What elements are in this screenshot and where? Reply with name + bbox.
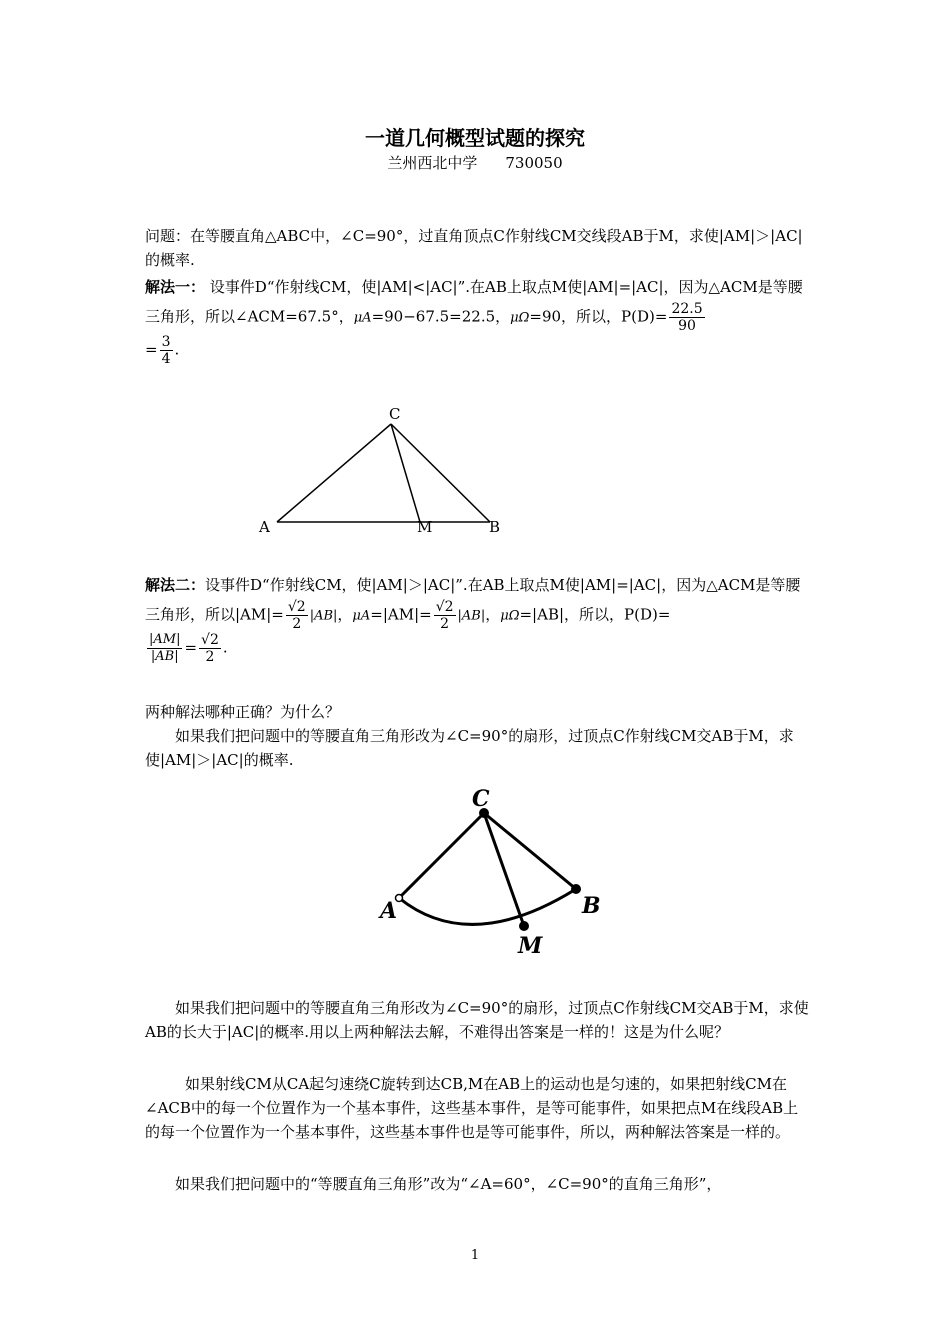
triangle-figure — [250, 400, 520, 545]
method-one-text-a: 设事件D“作射线CM，使|AM|<|AC|”.在AB上取点M使|AM|=|AC|，因为△ACM是等腰三角形，所以∠ACM=67.5°， — [145, 278, 803, 326]
label-m: M — [417, 518, 433, 536]
ab-length-a: |AB| — [309, 608, 338, 624]
ab-length-b: |AB| — [457, 608, 486, 624]
eq-am: =|AM|= — [370, 605, 432, 624]
eq-ab: =|AB| — [519, 605, 565, 624]
method-one — [145, 274, 810, 367]
method-two-text-c: ，所以，P(D)= — [564, 605, 671, 624]
mu-omega-symbol-2: μΩ — [500, 608, 520, 624]
label-a-sector: A — [380, 898, 398, 924]
separator-b: ， — [485, 605, 501, 624]
point-m — [519, 921, 529, 931]
method-one-text-c: =90，所以，P(D)= — [529, 307, 668, 326]
problem-statement: 问题：在等腰直角△ABC中，∠C=90°，过直角顶点C作射线CM交线段AB于M，求使|AM|＞|AC|的概率. — [145, 227, 803, 269]
fraction-sqrt2-over-2-a: $\frac{√2}{2}$ — [287, 599, 306, 632]
method-two-label: 解法二： — [145, 576, 206, 594]
label-a: A — [259, 518, 270, 536]
fraction-am-over-ab: $\frac{|AM|}{|AB|}$ — [149, 632, 181, 664]
paragraph-right-triangle: 如果我们把问题中的“等腰直角三角形”改为“∠A=60°，∠C=90°的直角三角形”， — [175, 1175, 722, 1193]
document-title: 一道几何概型试题的探究 — [365, 126, 585, 150]
sector-figure — [370, 780, 610, 960]
postcode: 730050 — [505, 154, 563, 172]
label-c: C — [389, 405, 401, 423]
segment-ac — [277, 424, 391, 522]
method-two-text-a: 设事件D“作射线CM，使|AM|＞|AC|”.在AB上取点M使|AM|=|AC|，因为△ACM是等腰三角形，所以|AM|= — [145, 576, 801, 624]
school-name: 兰州西北中学 — [387, 154, 478, 172]
separator-a: ， — [337, 605, 353, 624]
point-b — [571, 884, 581, 894]
page-number: 1 — [470, 1248, 480, 1263]
author-line — [0, 152, 950, 173]
label-m-sector: M — [518, 933, 543, 959]
method-one-label: 解法一： — [145, 278, 206, 296]
paragraph-explanation: 如果射线CM从CA起匀速绕C旋转到达CB,M在AB上的运动也是匀速的，如果把射线CM在∠ACB中的每一个位置作为一个基本事件，这些基本事件，是等可能事件，如果把点M在线段AB上的每一个位置作为一个基本事件，这些基本事件也是等可能事件，所以，两种解法答案是一样的。 — [145, 1075, 799, 1141]
equals: = — [184, 638, 198, 657]
paragraph-arc-length: 如果我们把问题中的等腰直角三角形改为∠C=90°的扇形，过顶点C作射线CM交AB于M，求使AB的长大于|AC|的概率.用以上两种解法去解，不难得出答案是一样的！这是为什么呢？ — [145, 999, 809, 1041]
paragraph-sector: 如果我们把问题中的等腰直角三角形改为∠C=90°的扇形，过顶点C作射线CM交AB于M，求使|AM|＞|AC|的概率. — [145, 727, 794, 769]
label-b: B — [489, 518, 501, 536]
method-two — [145, 572, 810, 665]
mu-a-symbol: μA — [353, 310, 372, 326]
mu-omega-symbol: μΩ — [510, 310, 530, 326]
label-b-sector: B — [582, 893, 601, 919]
method-one-text-d: = — [145, 340, 158, 359]
arc-ab — [399, 889, 576, 924]
fraction-22-5-over-90: $\frac{22.5}{90}$ — [671, 301, 703, 334]
method-one-text-b: =90−67.5=22.5， — [371, 307, 511, 326]
mu-a-symbol-2: μA — [352, 608, 371, 624]
label-c-sector: C — [472, 786, 490, 812]
method-two-end: . — [222, 638, 228, 657]
radius-ca — [399, 813, 484, 898]
fraction-sqrt2-over-2-b: $\frac{√2}{2}$ — [435, 599, 454, 632]
method-one-text-e: . — [174, 340, 180, 359]
fraction-3-over-4: $\frac{3}{4}$ — [161, 334, 171, 367]
question-line: 两种解法哪种正确？为什么？ — [145, 703, 341, 721]
fraction-result: $\frac{√2}{2}$ — [201, 632, 219, 665]
